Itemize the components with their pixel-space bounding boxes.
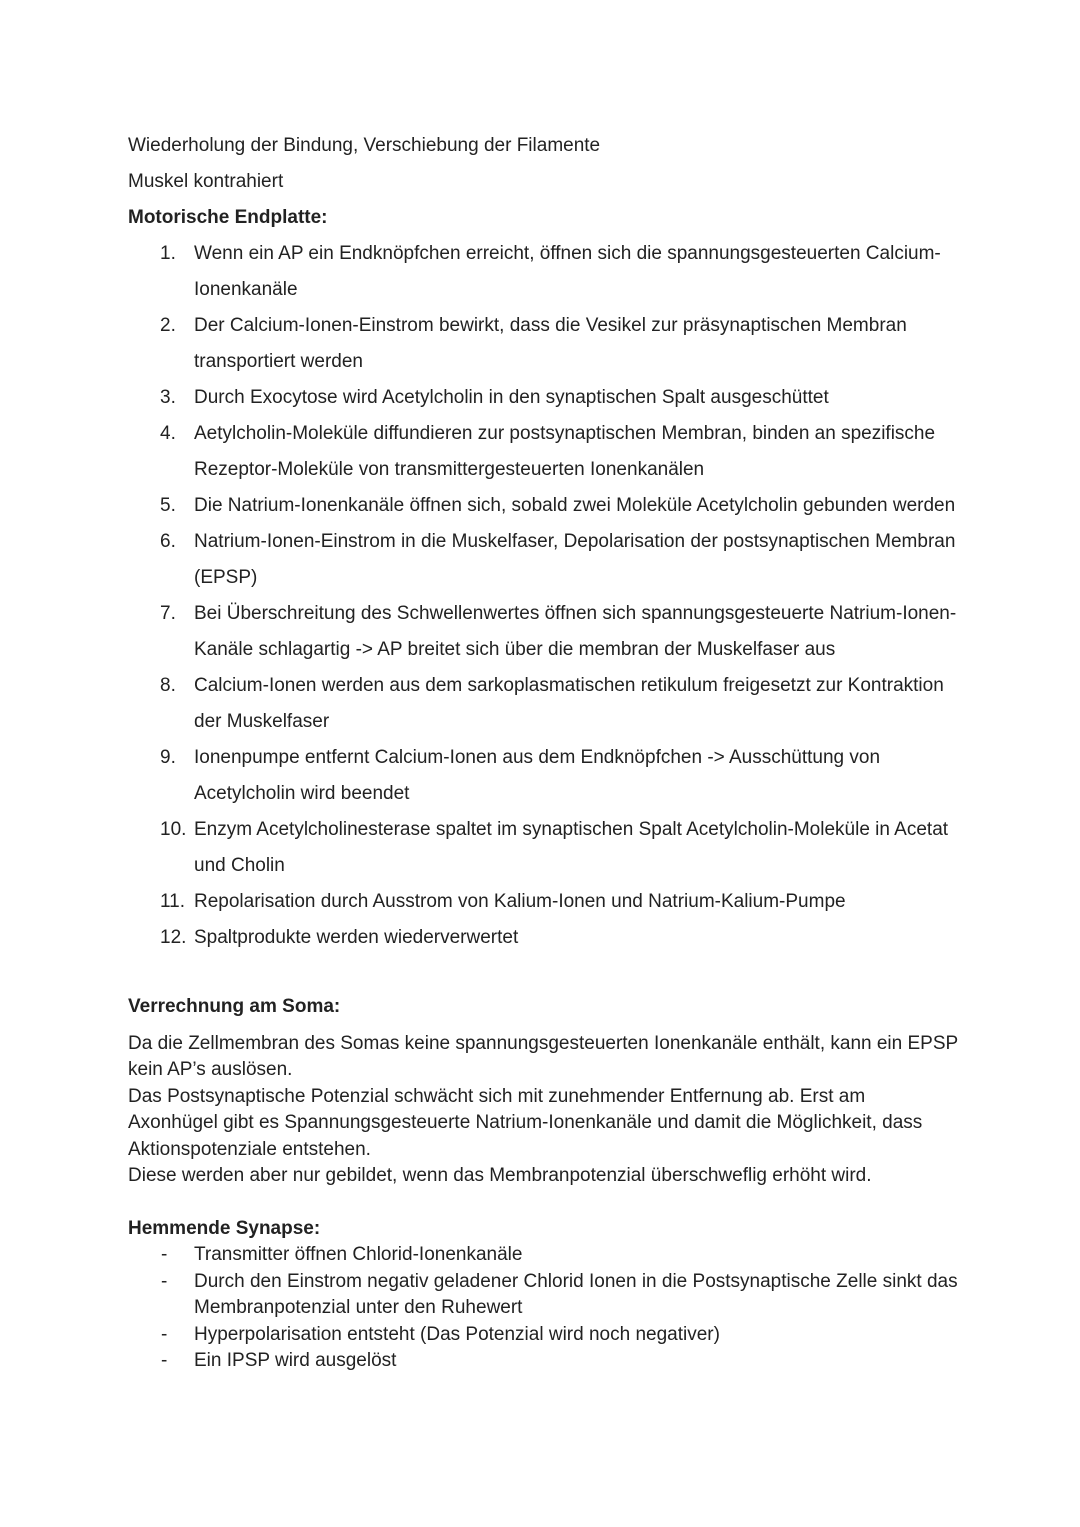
- list-item: [128, 308, 958, 380]
- step-number: 1.: [160, 243, 176, 264]
- list-item: [128, 1348, 958, 1375]
- step-number: 7.: [160, 603, 176, 624]
- step-text: Ionenpumpe entfernt Calcium-Ionen aus dem Endknöpfchen -> Ausschüttung von Acetylcholin wird beendet: [194, 747, 881, 804]
- list-item: [128, 524, 958, 596]
- section-spacer: [128, 956, 958, 994]
- bullet-dash: -: [161, 1270, 168, 1292]
- list-item: [128, 668, 958, 740]
- bullet-dash: -: [161, 1323, 168, 1345]
- list-item: [128, 596, 958, 668]
- list-item: [128, 1269, 958, 1322]
- section-spacer: [128, 1190, 958, 1216]
- step-number: 9.: [160, 747, 176, 768]
- step-text: Bei Überschreitung des Schwellenwertes öffnen sich spannungsgesteuerte Natrium-Ionen-Kanäle schlagartig -> AP breitet sich über die membran der Muskelfaser aus: [194, 603, 957, 660]
- step-text: Der Calcium-Ionen-Einstrom bewirkt, dass die Vesikel zur präsynaptischen Membran transportiert werden: [194, 315, 907, 372]
- step-text: Die Natrium-Ionenkanäle öffnen sich, sobald zwei Moleküle Acetylcholin gebunden werden: [194, 495, 956, 516]
- soma-paragraph-2: Das Postsynaptische Potenzial schwächt sich mit zunehmender Entfernung ab. Erst am Axonhügel gibt es Spannungsgesteuerte Natrium-Ionenkanäle und damit die Möglichkeit, dass Aktionspotenziale entstehen.: [128, 1085, 923, 1160]
- list-item: [128, 884, 958, 920]
- list-item: [128, 1242, 958, 1269]
- step-number: 5.: [160, 495, 176, 516]
- inhibitory-synapse-heading: Hemmende Synapse:: [128, 1217, 321, 1239]
- step-text: Natrium-Ionen-Einstrom in die Muskelfaser, Depolarisation der postsynaptischen Membran (EPSP): [194, 531, 956, 588]
- step-number: 3.: [160, 387, 176, 408]
- step-number: 11.: [160, 891, 186, 912]
- step-text: Durch Exocytose wird Acetylcholin in den synaptischen Spalt ausgeschüttet: [194, 387, 829, 408]
- step-text: Wenn ein AP ein Endknöpfchen erreicht, öffnen sich die spannungsgesteuerten Calcium-Ionenkanäle: [194, 243, 941, 300]
- intro-line-2: Muskel kontrahiert: [128, 171, 284, 192]
- list-item: [128, 236, 958, 308]
- step-text: Spaltprodukte werden wiederverwertet: [194, 927, 519, 948]
- bullet-text: Durch den Einstrom negativ geladener Chlorid Ionen in die Postsynaptische Zelle sinkt das Membranpotenzial unter den Ruhewert: [194, 1270, 958, 1318]
- bullet-text: Hyperpolarisation entsteht (Das Potenzial wird noch negativer): [194, 1323, 720, 1345]
- bullet-dash: -: [161, 1244, 168, 1265]
- step-number: 12.: [160, 927, 187, 948]
- list-item: [128, 1322, 958, 1349]
- list-item: [128, 488, 958, 524]
- bullet-text: Transmitter öffnen Chlorid-Ionenkanäle: [194, 1244, 523, 1265]
- soma-paragraph-3: Diese werden aber nur gebildet, wenn das Membranpotenzial überschweflig erhöht wird.: [128, 1165, 872, 1186]
- intro-line-1: Wiederholung der Bindung, Verschiebung der Filamente: [128, 135, 601, 156]
- step-text: Calcium-Ionen werden aus dem sarkoplasmatischen retikulum freigesetzt zur Kontraktion der Muskelfaser: [194, 675, 944, 732]
- step-text: Repolarisation durch Ausstrom von Kalium-Ionen und Natrium-Kalium-Pumpe: [194, 891, 846, 912]
- step-number: 6.: [160, 531, 176, 552]
- soma-paragraph-1: Da die Zellmembran des Somas keine spannungsgesteuerten Ionenkanäle enthält, kann ein EPSP kein AP’s auslösen.: [128, 1032, 958, 1080]
- list-item: [128, 416, 958, 488]
- step-text: Aetylcholin-Moleküle diffundieren zur postsynaptischen Membran, binden an spezifische Rezeptor-Moleküle von transmittergesteuerten Ionenkanälen: [194, 423, 936, 480]
- step-number: 2.: [160, 315, 176, 336]
- step-text: Enzym Acetylcholinesterase spaltet im synaptischen Spalt Acetylcholin-Moleküle in Acetat und Cholin: [194, 819, 949, 876]
- document-page: [128, 128, 958, 1375]
- step-number: 8.: [160, 675, 176, 696]
- list-item: [128, 380, 958, 416]
- soma-heading: Verrechnung am Soma:: [128, 996, 341, 1017]
- step-number: 10.: [160, 819, 187, 840]
- list-item: [128, 920, 958, 956]
- motor-endplate-steps: [128, 236, 958, 956]
- step-number: 4.: [160, 423, 176, 444]
- list-item: [128, 740, 958, 812]
- inhibitory-synapse-list: [128, 1242, 958, 1375]
- list-item: [128, 812, 958, 884]
- bullet-dash: -: [161, 1350, 168, 1371]
- bullet-text: Ein IPSP wird ausgelöst: [194, 1350, 397, 1371]
- motor-endplate-heading: Motorische Endplatte:: [128, 207, 328, 228]
